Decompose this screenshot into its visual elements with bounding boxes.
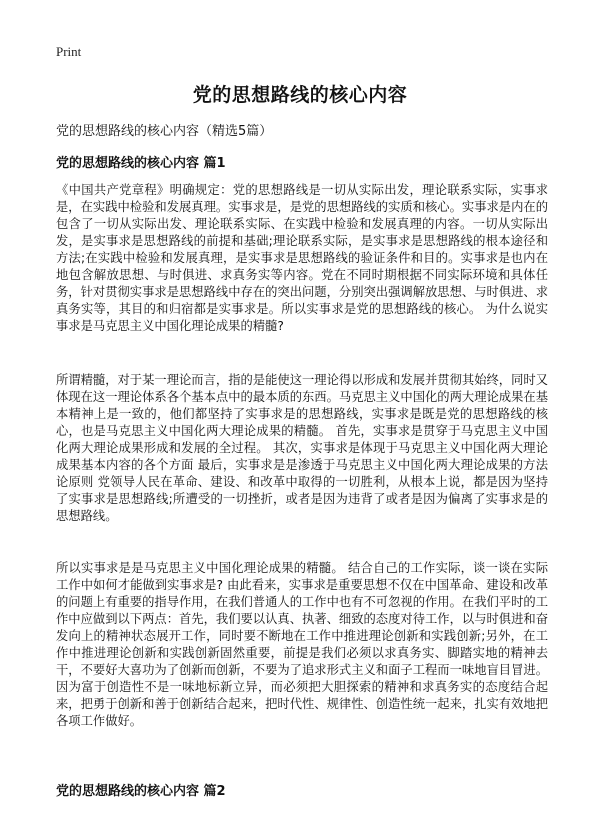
section-1-paragraph-1: 《中国共产党章程》明确规定：党的思想路线是一切从实际出发，理论联系实际，实事求是，在实践中检验和发展真理。实事求是，是党的思想路线的实质和核心。实事求是内在的包含了一切从实际出发、理论联系实际、在实践中检验和发展真理的内容。一切从实际出发，是实事求是思想路线的前提和基础;理论联系实际，是实事求是思想路线的根本途径和方法;在实践中检验和发展真理，是实事求是思想路线的验证条件和目的。实事求是也内在地包含解放思想、与时俱进、求真务实等内容。党在不同时期根据不同实际环境和具体任务，针对贯彻实事求是思想路线中存在的突出问题，分别突出强调解放思想、与时俱进、求真务实等，其目的和归宿都是实事求是。所以实事求是党的思想路线的核心。 为什么说实事求是马克思主义中国化理论成果的精髓? — [56, 183, 548, 333]
section-heading-1: 党的思想路线的核心内容 篇1 — [56, 156, 226, 171]
section-heading-2: 党的思想路线的核心内容 篇2 — [56, 784, 226, 799]
section-1-paragraph-2: 所谓精髓，对于某一理论而言，指的是能使这一理论得以形成和发展并贯彻其始终，同时又体现在这一理论体系各个基本点中的最本质的东西。马克思主义中国化的两大理论成果在基本精神上是一致的，他们都坚持了实事求是的思想路线，实事求是既是党的思想路线的核心，也是马克思主义中国化两大理论成果的精髓。 首先，实事求是贯穿于马克思主义中国化两大理论成果形成和发展的全过程。 其次，实事求是体现于马克思主义中国化两大理论成果基本内容的各个方面 最后，实事求是是渗透于马克思主义中国化两大理论成果的方法论原则 党领导人民在革命、建设、和改革中取得的一切胜利，从根本上说，都是因为坚持了实事求是思想路线;所遭受的一切挫折，或者是因为违背了或者是因为偏离了实事求是的思想路线。 — [56, 373, 548, 523]
document-title: 党的思想路线的核心内容 — [192, 84, 408, 106]
print-link[interactable]: Print — [56, 44, 82, 59]
section-1-paragraph-3: 所以实事求是是马克思主义中国化理论成果的精髓。 结合自己的工作实际，谈一谈在实际工作中如何才能做到实事求是? 由此看来，实事求是重要思想不仅在中国革命、建设和改革的问题上有重要的指导作用，在我们普通人的工作中也有不可忽视的作用。在我们平时的工作中应做到以下两点：首先，我们要以认真、执著、细致的态度对待工作，以与时俱进和奋发向上的精神状态展开工作，同时要不断地在工作中推进理论创新和实践创新;另外，在工作中推进理论创新和实践创新固然重要，前提是我们必须以求真务实、脚踏实地的精神去干，不要好大喜功为了创新而创新，不要为了追求形式主义和面子工程而一味地盲目冒进。因为富于创造性不是一味地标新立异，而必须把大胆探索的精神和求真务实的态度结合起来，把勇于创新和善于创新结合起来，把时代性、规律性、创造性统一起来，扎实有效地把各项工作做好。 — [56, 561, 548, 728]
document-subtitle: 党的思想路线的核心内容（精选5篇） — [56, 124, 273, 139]
